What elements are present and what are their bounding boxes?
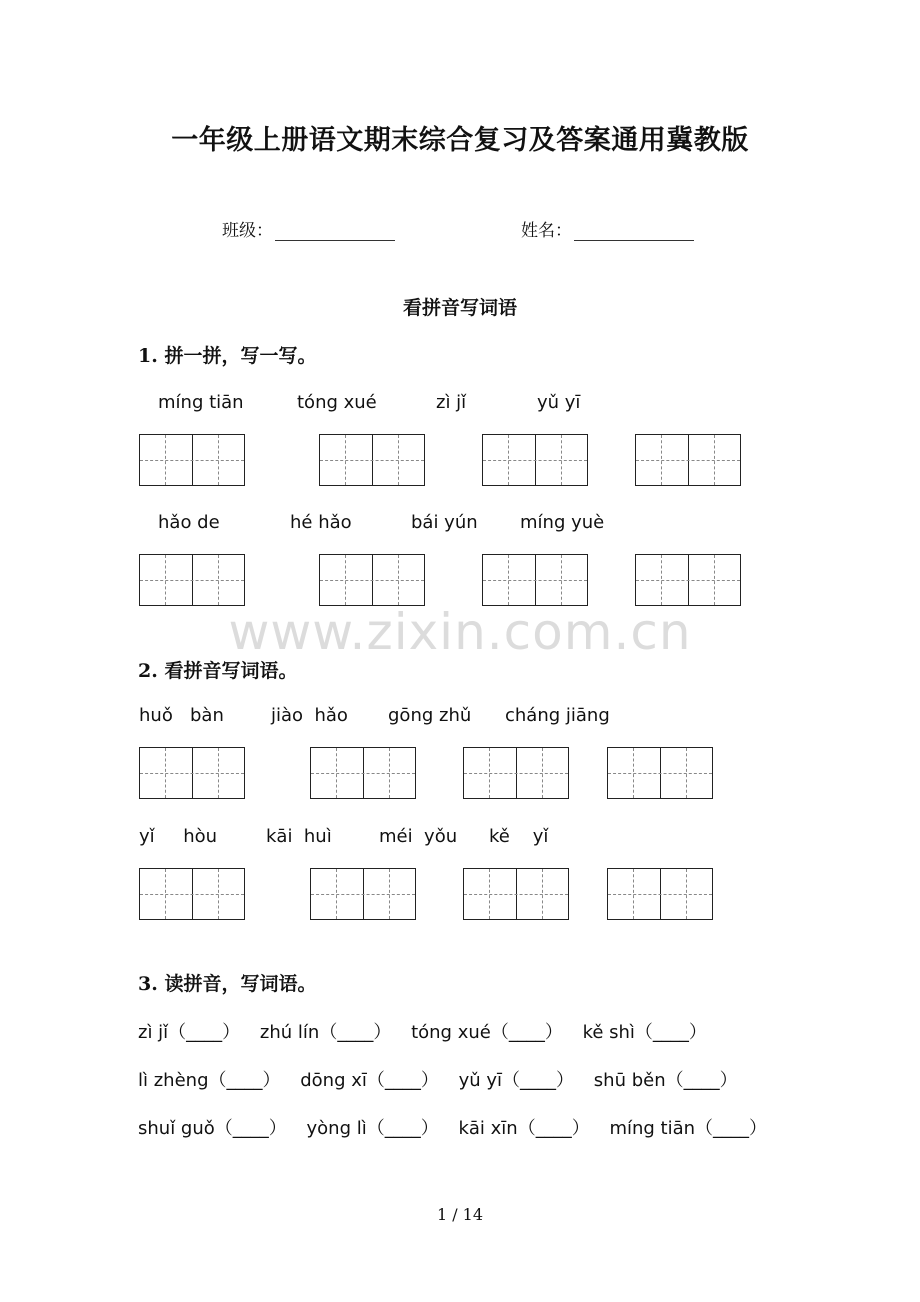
- pinyin-label: bái yún: [411, 512, 478, 533]
- fill-item: lì zhèng（____）: [138, 1070, 281, 1091]
- writing-grid: [310, 747, 416, 799]
- writing-grid: [482, 554, 588, 606]
- fill-item: shuǐ guǒ（____）: [138, 1118, 287, 1139]
- pinyin-label: kāi huì: [266, 826, 332, 847]
- writing-grid: [139, 434, 245, 486]
- pinyin-label: tóng xué: [297, 392, 377, 413]
- writing-grid: [139, 554, 245, 606]
- fill-item: kě shì（____）: [582, 1022, 707, 1043]
- class-blank: [275, 222, 395, 241]
- writing-grid: [607, 868, 713, 920]
- fill-item: shū běn（____）: [593, 1070, 738, 1091]
- section-title: 看拼音写词语: [402, 297, 517, 319]
- pinyin-label: kě yǐ: [489, 826, 549, 847]
- writing-grid: [463, 868, 569, 920]
- pinyin-label: yǐ hòu: [139, 826, 218, 847]
- fill-line-3: [138, 1114, 781, 1140]
- pinyin-label: míng yuè: [520, 512, 605, 533]
- writing-grid: [463, 747, 569, 799]
- pinyin-label: jiào hǎo: [271, 705, 348, 726]
- fill-item: tóng xué（____）: [411, 1022, 563, 1043]
- fill-item: míng tiān（____）: [609, 1118, 768, 1139]
- fill-item: yǔ yī（____）: [458, 1070, 575, 1091]
- pinyin-label: gōng zhǔ: [388, 705, 472, 726]
- name-label: 姓名：: [521, 221, 572, 241]
- class-label: 班级：: [222, 221, 273, 241]
- writing-grid: [139, 747, 245, 799]
- pinyin-label: hé hǎo: [290, 512, 352, 533]
- fill-item: zhú lín（____）: [259, 1022, 392, 1043]
- question-3-heading: 3. 读拼音，写词语。: [138, 973, 317, 995]
- pinyin-label: hǎo de: [158, 512, 220, 533]
- writing-grid: [310, 868, 416, 920]
- writing-grid: [635, 554, 741, 606]
- writing-grid: [319, 434, 425, 486]
- watermark: www.zixin.com.cn: [228, 603, 692, 661]
- fill-item: dōng xī（____）: [300, 1070, 439, 1091]
- document-title: 一年级上册语文期末综合复习及答案通用冀教版: [171, 125, 749, 156]
- fill-line-1: [138, 1018, 721, 1044]
- name-blank: [574, 222, 694, 241]
- fill-item: yòng lì（____）: [306, 1118, 439, 1139]
- class-field: [222, 216, 395, 241]
- pinyin-label: méi yǒu: [379, 826, 458, 847]
- name-field: [521, 216, 694, 241]
- writing-grid: [319, 554, 425, 606]
- fill-item: kāi xīn（____）: [458, 1118, 590, 1139]
- pinyin-label: míng tiān: [158, 392, 244, 413]
- fill-item: zì jǐ（____）: [138, 1022, 241, 1043]
- writing-grid: [635, 434, 741, 486]
- question-2-heading: 2. 看拼音写词语。: [138, 660, 298, 682]
- fill-line-2: [138, 1066, 752, 1092]
- writing-grid: [482, 434, 588, 486]
- pinyin-label: huǒ bàn: [139, 705, 224, 726]
- question-1-heading: 1. 拼一拼，写一写。: [138, 345, 317, 367]
- writing-grid: [607, 747, 713, 799]
- writing-grid: [139, 868, 245, 920]
- pinyin-label: cháng jiāng: [505, 705, 610, 726]
- pinyin-label: zì jǐ: [436, 392, 467, 413]
- pinyin-label: yǔ yī: [537, 392, 581, 413]
- page-number: 1 / 14: [436, 1205, 484, 1224]
